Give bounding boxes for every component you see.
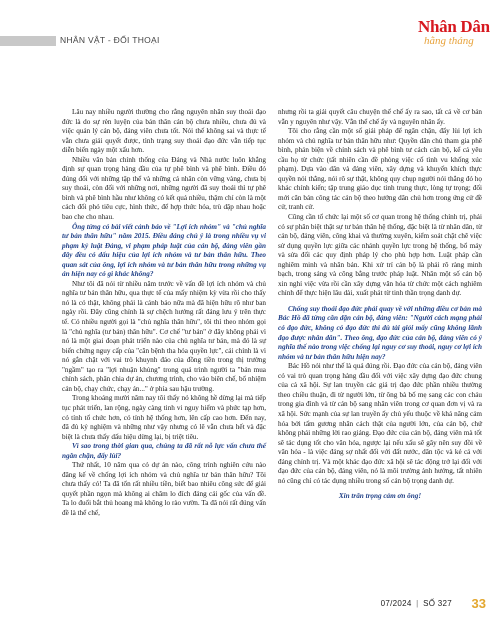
logo-sub-text: hằng tháng bbox=[424, 35, 474, 47]
newspaper-logo bbox=[418, 18, 490, 62]
interview-question: Chống suy thoái đạo đức phải quay về với những điều cơ bản mà Bác Hồ đã từng căn dặn cán bộ, đảng viên: "Người cách mạng phải có đạo đức, không có đạo đức thì dù tài giỏi mấy cũng không lãnh đạo được nhân dân". Theo ông, đạo đức của cán bộ, đảng viên có ý nghĩa thế nào trong việc chống lại nguy cơ suy thoái, nguy cơ lợi ích nhóm và tư bản thân hữu hiện nay? bbox=[278, 304, 482, 361]
issue-date: 07/2024 bbox=[380, 599, 412, 608]
article-paragraph: Bác Hồ nói như thế là quá đúng rồi. Đạo đức của cán bộ, đảng viên có vai trò quan trọng hàng đầu đối với việc xây dựng đạo đức chung của cả xã hội. Sự lan truyền các giá trị đạo đức phần nhiều thường theo chiều thuận, đi từ người lớn, từ ông bà bố mẹ sang các con cháu trong gia đình và từ cán bộ sang nhân viên trong cơ quan đơn vị và ra xã hội. Sức mạnh của sự lan truyền ấy chủ yếu thuộc về khả năng cảm hóa bởi tấm gương nhân cách thật của người lớn, của cán bộ, chứ không phải những lời rao giảng. Đạo đức của cán bộ, đảng viên mà tốt sẽ tác dụng tốt cho văn hóa, ngược lại nếu xấu sẽ gây nên suy đồi về văn hóa - là việc đáng sợ nhất đối với đất nước, dân tộc và kẻ cả với đảng chính trị. Và một khác đạo đức xã hội sẽ tác động trở lại đối với đạo đức của cán bộ, đảng viên, nó là môi trường ảnh hưởng, tất nhiên nó cũng chỉ có tác dụng nhiều trong số cán bộ trọng danh dự. bbox=[278, 362, 482, 485]
logo-main-text: Nhân Dân bbox=[418, 17, 490, 36]
article-paragraph: Cũng cần tổ chức lại một số cơ quan trong hệ thống chính trị, phải có sự phân biệt thật sự tư bản thân hệ thống, đặc biệt là từ nhân dân, từ cán bộ, đảng viên, công khai và thường xuyên, kiểm soát chặt chẽ việc sử dụng quyền lực giữa các nhánh quyền lực trong hệ thống, bổ máy và sửa đổi các quy định pháp lý cho phù hợp hơn. Luật pháp cần nghiêm minh và nhân bản. Khi xử trí cán bộ là phải rõ ràng minh bạch, trong sáng và công bằng trước pháp luật. Nhân một số cán bộ xin nghỉ việc vừa rồi cần xây dựng văn hóa từ chức một cách nghiêm chỉnh để thực hiện lâu dài, xuất phát từ tinh thần trọng danh dự. bbox=[278, 213, 482, 298]
interview-question: Ông từng có bài viết cảnh báo về "Lợi ích nhóm" và "chủ nghĩa tư bản thân hữu" năm 2015. Điều đáng chú ý là trong nhiều vụ vi phạm kỷ luật Đảng, vi phạm pháp luật của cán bộ, đảng viên gần đây đều có dấu hiệu của lợi ích nhóm và tư bản thân hữu. Theo quan sát của ông, lợi ích nhóm và tư bản thân hữu trong những vụ án hiện nay có gì khác không? bbox=[62, 222, 266, 279]
article-paragraph: Nhiều văn bản chính thống của Đảng và Nhà nước luôn khẳng định sự quan trọng hàng đầu của tự phê bình và phê bình. Điều đó đúng đối với những tập thể và những cá nhân còn vững vàng, chưa bị suy thoái, còn đối với những nơi, những người đã suy thoái thì tự phê bình và phê bình hầu như không có kết quả nhiều, thậm chí còn là một cách đối phó tiêu cực, hình thức, để hợp thức hóa, trù dập nhau hoặc bao che cho nhau. bbox=[62, 155, 266, 222]
issue-separator: | bbox=[416, 599, 419, 608]
section-label: NHÂN VẬT - ĐỐI THOẠI bbox=[60, 35, 160, 45]
article-column-left bbox=[62, 108, 266, 588]
article-paragraph: Trong khoảng mười năm nay tôi thấy nó không hề dừng lại mà tiếp tục phát triển, lan rộng, ngày càng tinh vi nguy hiểm và phức tạp hơn, có tính tổ chức hơn, có tính hệ thống hơn, lên cấp cao hơn. Đến nay, đã đủ kỷ nghiệm và những như vậy nhưng có lẽ vẫn chưa hết và đặc biệt là chưa thấy dấu hiệu dừng lại, bị triệt tiêu. bbox=[62, 394, 266, 441]
article-paragraph: Tôi cho rằng cần một số giải pháp để ngăn chặn, đẩy lùi lợi ích nhóm và chủ nghĩa tư bản thân hữu như: Quyền dân chủ tham gia phê bình, phản biện về chính sách và phê bình tư cách cán bộ, kể cả yêu cầu họ từ chức (tất nhiên cần đề phòng việc cố tình vu khống xúc phạm). Dựa vào dân và đảng viên, xây dựng và khuyến khích thực quyền nói thẳng, nói rõ sự thật, không quy chụp người nói thẳng đó họ khác chính kiến; tập trung giáo dục tinh trung thực, lòng tự trọng; đối mới căn bản công tác cán bộ theo hướng dân chủ hơn trong ứng cử đề cử, tranh cử. bbox=[278, 127, 482, 212]
article-column-right bbox=[278, 108, 482, 588]
issue-number: SỐ 327 bbox=[423, 599, 452, 608]
article-paragraph: Như tôi đã nói từ nhiều năm trước về vấn đề lợi ích nhóm và chủ nghĩa tư bản thân hữu, qua thực tế của mấy nhiệm kỳ vừa rồi cho thấy nó là có thật, không phải là cảnh báo nữa mà đã hiện hữu rõ như ban ngày rồi. Đây cũng chính là sự chệch hướng rất đáng lưu ý trên thực tế. Có nhiều người gọi là "chủ nghĩa thân hữu", tôi thì theo nhóm gọi là "chủ nghĩa (tư bản) thân hữu". Cơ chế "tư bản" ở đây không phải vì nó là một giai đoạn phát triển nào của chủ nghĩa tư bản, mà đó là sự biến chứng nguy cấp của "căn bệnh tha hóa quyền lực", cái chính là vì nó gắn chặt với vai trò khuynh đảo của đồng tiền trong thị trường "ngầm" tạo ra "lợi nhuận khủng" trong quá trình người ta "bán mua chính sách, phân chia dự án, chương trình, cho vào biên chế, bổ nhiệm cán bộ, chạy chức, chạy án..." ở phía sau hậu trường. bbox=[62, 279, 266, 393]
interview-question: Vì sao trong thời gian qua, chúng ta đã rất nỗ lực vấn chưa thể ngăn chặn, đẩy lùi? bbox=[62, 442, 266, 460]
section-tab bbox=[0, 36, 56, 46]
article-paragraph: Lâu nay nhiều người thường cho rằng nguyên nhân suy thoái đạo đức là do sự rèn luyện của bản thân cán bộ chưa nhiều, chưa đủ và việc quản lý cán bộ, đảng viên chưa tốt. Nói thế không sai và thực tế vẫn chưa giải quyết được, tình trạng suy thoái đạo đức vẫn tiếp tục diễn biến ngày một xấu hơn. bbox=[62, 108, 266, 155]
issue-info bbox=[381, 599, 452, 608]
page-header bbox=[0, 0, 500, 82]
article-paragraph: nhưng rồi ta giải quyết câu chuyện thể chế ấy ra sao, tất cả về cơ bản vẫn y nguyên như vậy. Vẫn thể chế ấy và nguyên nhân ấy. bbox=[278, 108, 482, 126]
interview-question: Xin trân trọng cảm ơn ông! bbox=[338, 492, 422, 501]
article-paragraph: Thứ nhất, 10 năm qua có dự án nào, công trình nghiên cứu nào đăng kế về chống lợi ích nhóm và chủ nghĩa tư bản thân hữu? Tôi chưa thấy có! Ta đã tổn rất nhiều tiền, biết bao nhiêu công sức để giải quyết phần ngọn mà không ai chăm lo đích đáng cái gốc của vấn đề. Ta lo đuổi bắt thủ hoang mà không lo rào vườn. Ta đã nói rất đúng vấn đề là thể chế, bbox=[62, 461, 266, 517]
page-number: 33 bbox=[471, 596, 486, 611]
page-footer bbox=[0, 596, 500, 616]
article-body bbox=[62, 108, 482, 588]
